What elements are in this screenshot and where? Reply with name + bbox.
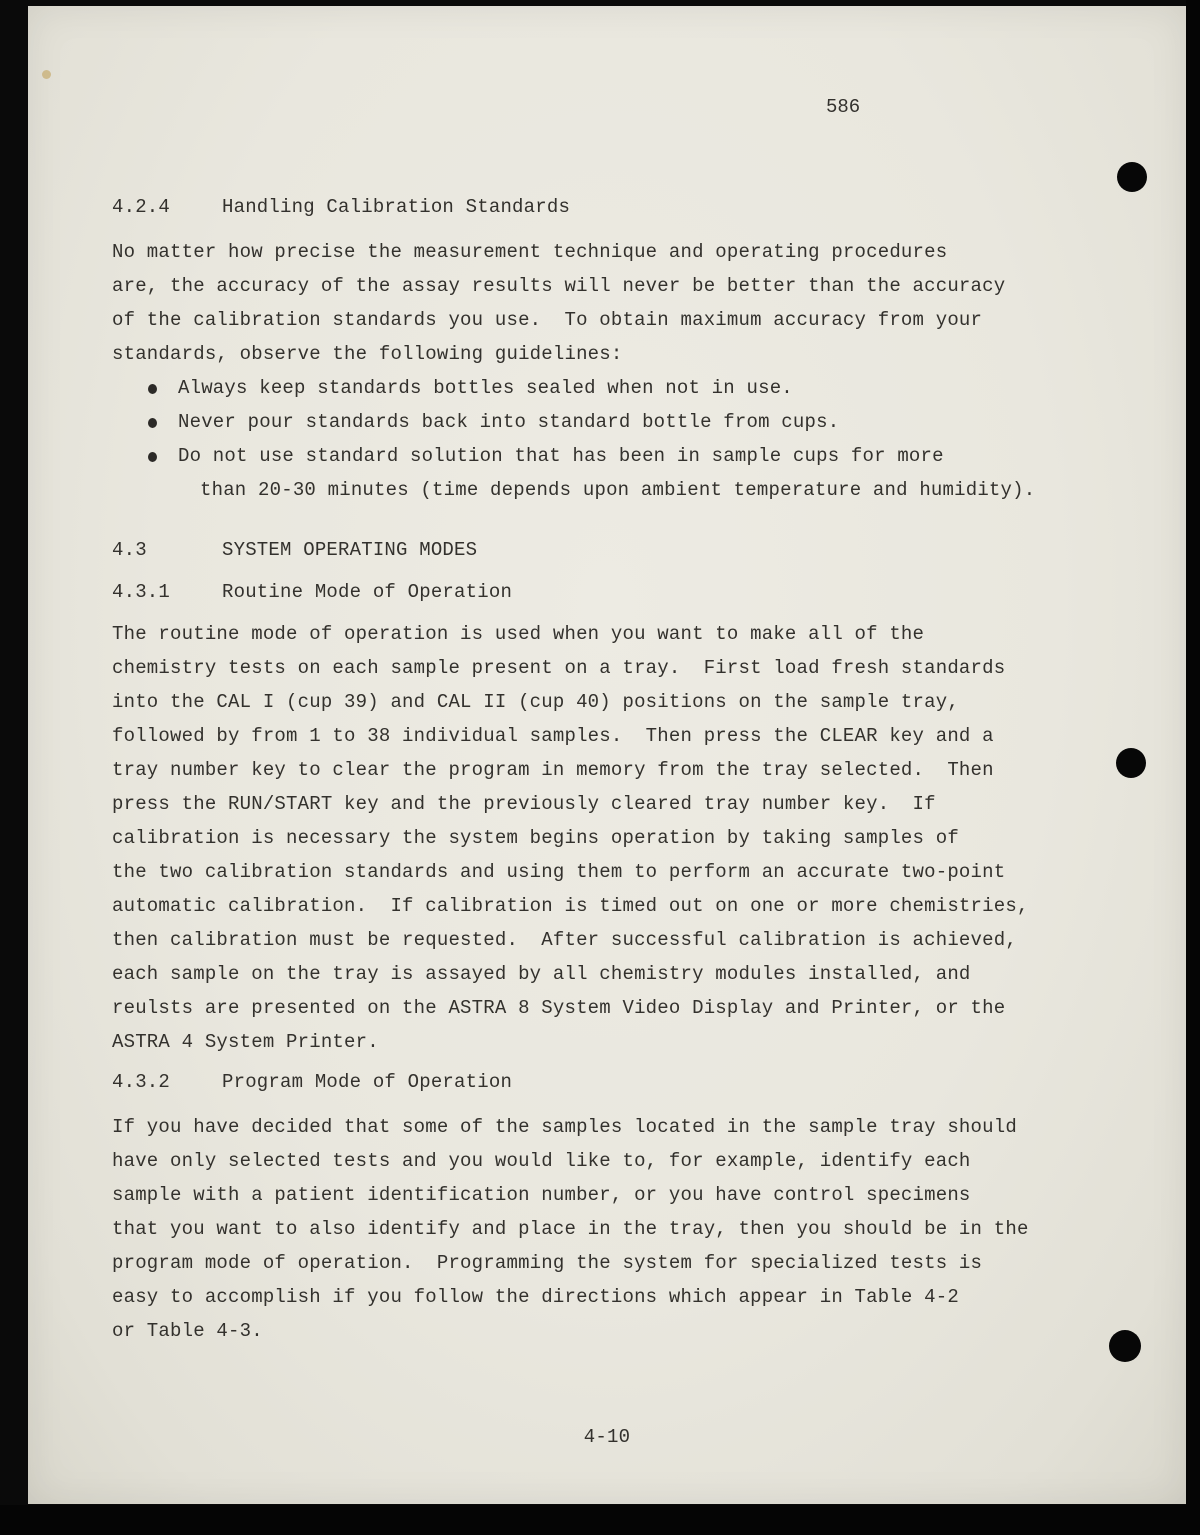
punch-hole-icon — [1116, 748, 1146, 778]
text-line: easy to accomplish if you follow the directions which appear in Table 4-2 — [112, 1286, 959, 1308]
section-heading-4-2-4 — [112, 190, 1052, 224]
text-line: press the RUN/START key and the previously cleared tray number key. If — [112, 793, 936, 815]
text-line: tray number key to clear the program in memory from the tray selected. Then — [112, 759, 994, 781]
text-line: followed by from 1 to 38 individual samples. Then press the CLEAR key and a — [112, 725, 994, 747]
text-line: No matter how precise the measurement technique and operating procedures — [112, 241, 948, 263]
text-line: ASTRA 4 System Printer. — [112, 1031, 379, 1053]
guidelines-bullet-list — [112, 371, 1052, 507]
scan-edge-right — [1186, 0, 1200, 1535]
document-page — [28, 6, 1186, 1504]
text-line: automatic calibration. If calibration is timed out on one or more chemistries, — [112, 895, 1029, 917]
text-line: Always keep standards bottles sealed when not in use. — [178, 377, 793, 399]
bullet-dot-icon — [148, 452, 157, 462]
text-line: than 20-30 minutes (time depends upon ambient temperature and humidity). — [200, 479, 1036, 501]
text-line: Never pour standards back into standard bottle from cups. — [178, 411, 840, 433]
bullet-text — [178, 439, 1035, 507]
section-title: Handling Calibration Standards — [222, 196, 571, 218]
bullet-item — [112, 405, 1052, 439]
section-heading-4-3 — [112, 533, 1052, 567]
page-content — [112, 6, 1052, 1348]
bullet-dot-icon — [148, 418, 157, 428]
section-title: Program Mode of Operation — [222, 1071, 513, 1093]
text-line: each sample on the tray is assayed by all chemistry modules installed, and — [112, 963, 971, 985]
text-line: are, the accuracy of the assay results will never be better than the accuracy — [112, 275, 1006, 297]
text-line: that you want to also identify and place in the tray, then you should be in the — [112, 1218, 1029, 1240]
section-title: Routine Mode of Operation — [222, 581, 513, 603]
text-line: If you have decided that some of the samples located in the sample tray should — [112, 1116, 1017, 1138]
bullet-item — [112, 371, 1052, 405]
text-line: or Table 4-3. — [112, 1320, 263, 1342]
section-heading-4-3-1 — [112, 575, 1052, 609]
scan-edge-bottom — [0, 1505, 1200, 1535]
page-number: 586 — [826, 96, 861, 118]
paragraph-routine-mode — [112, 617, 1052, 1059]
footer-page-number: 4-10 — [583, 1426, 631, 1448]
text-line: program mode of operation. Programming the system for specialized tests is — [112, 1252, 983, 1274]
section-number: 4.3.2 — [112, 1071, 171, 1093]
text-line: then calibration must be requested. After successful calibration is achieved, — [112, 929, 1017, 951]
bullet-text — [178, 405, 839, 439]
section-title: SYSTEM OPERATING MODES — [222, 539, 478, 561]
bullet-dot-icon — [148, 384, 157, 394]
section-number: 4.2.4 — [112, 196, 171, 218]
punch-hole-icon — [1109, 1330, 1141, 1362]
text-line: of the calibration standards you use. To obtain maximum accuracy from your — [112, 309, 983, 331]
section-number: 4.3 — [112, 539, 147, 561]
text-line: have only selected tests and you would like to, for example, identify each — [112, 1150, 971, 1172]
text-line: chemistry tests on each sample present on a tray. First load fresh standards — [112, 657, 1006, 679]
text-line: the two calibration standards and using them to perform an accurate two-point — [112, 861, 1006, 883]
section-number: 4.3.1 — [112, 581, 171, 603]
text-line: sample with a patient identification number, or you have control specimens — [112, 1184, 971, 1206]
text-line: calibration is necessary the system begins operation by taking samples of — [112, 827, 959, 849]
paragraph-calibration-intro — [112, 235, 1052, 371]
text-line: Do not use standard solution that has been in sample cups for more — [178, 445, 944, 467]
section-heading-4-3-2 — [112, 1065, 1052, 1099]
text-line: into the CAL I (cup 39) and CAL II (cup 40) positions on the sample tray, — [112, 691, 959, 713]
bullet-item — [112, 439, 1052, 507]
paper-speck — [42, 70, 51, 79]
text-line: reulsts are presented on the ASTRA 8 System Video Display and Printer, or the — [112, 997, 1006, 1019]
paragraph-program-mode — [112, 1110, 1052, 1348]
text-line: The routine mode of operation is used when you want to make all of the — [112, 623, 925, 645]
text-line: standards, observe the following guidelines: — [112, 343, 623, 365]
bullet-text — [178, 371, 793, 405]
punch-hole-icon — [1117, 162, 1147, 192]
